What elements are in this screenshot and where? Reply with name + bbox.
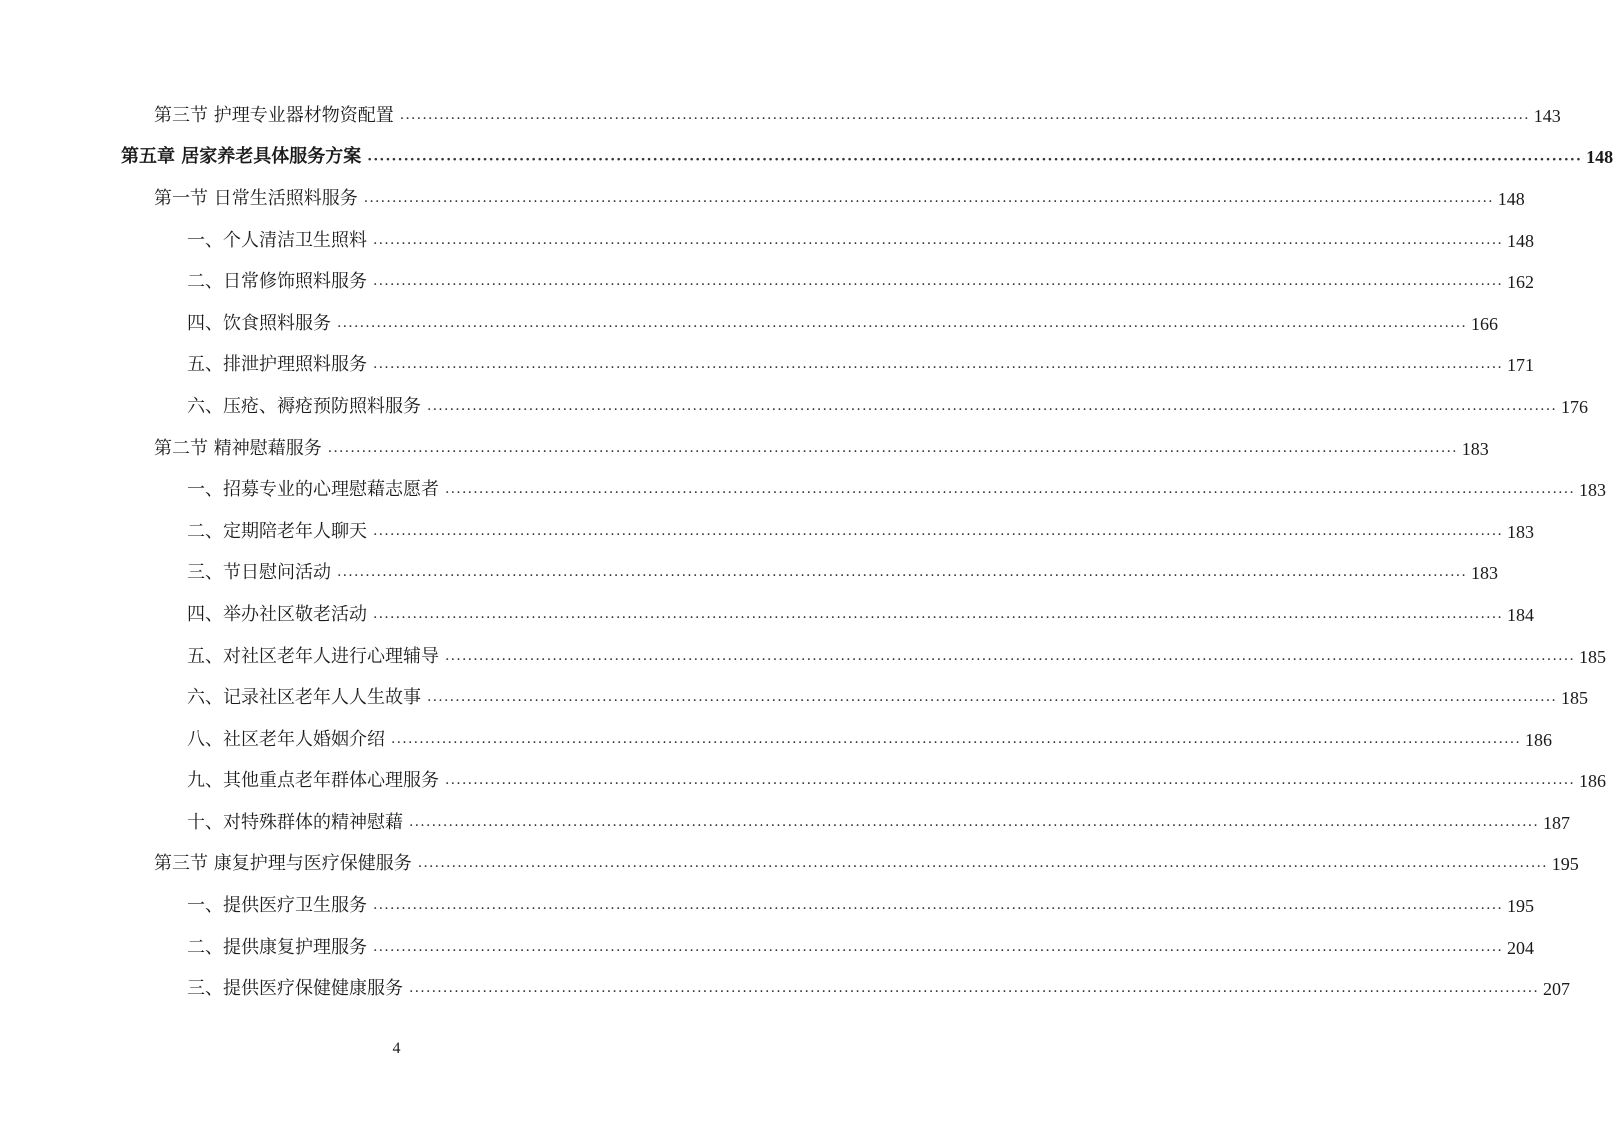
toc-entry-label: 十、对特殊群体的精神慰藉 — [187, 811, 403, 833]
toc-entry-label: 一、个人清洁卫生照料 — [187, 229, 367, 251]
toc-subsection-entry[interactable] — [187, 885, 1535, 927]
toc-entry-label: 四、饮食照料服务 — [187, 312, 331, 334]
toc-leader-dots: ········································································································································································································ — [445, 485, 1576, 502]
toc-entry-label: 一、招募专业的心理慰藉志愿者 — [187, 479, 439, 501]
toc-section-entry[interactable] — [154, 428, 1489, 470]
toc-entry-label: 三、节日慰问活动 — [187, 562, 331, 584]
toc-leader-dots: ········································································································································································································ — [409, 817, 1540, 834]
toc-entry-page: 184 — [1507, 604, 1535, 625]
toc-entry-page: 183 — [1507, 521, 1535, 542]
toc-leader-dots: ········································································································································································································ — [373, 942, 1504, 959]
toc-subsection-entry[interactable] — [187, 594, 1535, 636]
toc-leader-dots: ········································································································································································································ — [373, 235, 1504, 252]
toc-entry-page: 195 — [1507, 896, 1535, 917]
toc-entry-page: 166 — [1471, 313, 1499, 334]
toc-leader-dots: ········································································································································································································ — [445, 776, 1576, 793]
toc-leader-dots: ········································································································································································································ — [427, 401, 1558, 418]
toc-entry-label: 八、社区老年人婚姻介绍 — [187, 728, 385, 750]
toc-entry-page: 207 — [1543, 979, 1571, 1000]
toc-entry-page: 148 — [1586, 147, 1613, 168]
toc-subsection-entry[interactable] — [187, 636, 1607, 678]
toc-subsection-entry[interactable] — [187, 303, 1499, 345]
toc-leader-dots: ········································································································································································································ — [373, 901, 1504, 918]
toc-subsection-entry[interactable] — [187, 345, 1535, 387]
table-of-contents — [0, 95, 1613, 1010]
toc-subsection-entry[interactable] — [187, 968, 1571, 1010]
toc-entry-label: 四、举办社区敬老活动 — [187, 603, 367, 625]
toc-entry-label: 二、日常修饰照料服务 — [187, 271, 367, 293]
toc-subsection-entry[interactable] — [187, 719, 1553, 761]
toc-subsection-entry[interactable] — [187, 802, 1571, 844]
toc-subsection-entry[interactable] — [187, 261, 1535, 303]
toc-entry-page: 195 — [1551, 854, 1579, 875]
toc-leader-dots: ········································································································································································································ — [337, 568, 1468, 585]
toc-leader-dots: ········································································································································································································ — [327, 443, 1458, 460]
toc-chapter-entry[interactable] — [121, 137, 1613, 179]
toc-entry-label: 二、提供康复护理服务 — [187, 936, 367, 958]
toc-entry-page: 148 — [1497, 188, 1525, 209]
toc-section-entry[interactable] — [154, 95, 1561, 137]
toc-entry-page: 162 — [1507, 272, 1535, 293]
toc-section-entry[interactable] — [154, 844, 1579, 886]
toc-entry-page: 186 — [1525, 729, 1553, 750]
toc-leader-dots: ········································································································································································································ — [373, 360, 1504, 377]
toc-entry-page: 183 — [1461, 438, 1489, 459]
toc-leader-dots: ········································································································································································································ — [373, 609, 1504, 626]
toc-entry-page: 148 — [1507, 230, 1535, 251]
toc-entry-label: 二、定期陪老年人聊天 — [187, 520, 367, 542]
toc-entry-label: 五、排泄护理照料服务 — [187, 354, 367, 376]
toc-entry-page: 176 — [1561, 396, 1589, 417]
toc-subsection-entry[interactable] — [187, 220, 1535, 262]
toc-entry-page: 186 — [1579, 771, 1607, 792]
toc-entry-label: 六、记录社区老年人人生故事 — [187, 687, 421, 709]
toc-leader-dots: ········································································································································································································ — [337, 318, 1468, 335]
toc-entry-page: 183 — [1471, 563, 1499, 584]
toc-leader-dots: ········································································································································································································ — [409, 984, 1540, 1001]
toc-leader-dots: ········································································································································································································ — [363, 193, 1494, 210]
toc-subsection-entry[interactable] — [187, 511, 1535, 553]
toc-leader-dots: ········································································································································································································ — [417, 859, 1548, 876]
toc-entry-label: 第三节 护理专业器材物资配置 — [154, 104, 394, 126]
toc-leader-dots: ········································································································································································································ — [391, 734, 1522, 751]
toc-entry-label: 六、压疮、褥疮预防照料服务 — [187, 395, 421, 417]
toc-subsection-entry[interactable] — [187, 761, 1607, 803]
toc-leader-dots: ········································································································································································································ — [445, 651, 1576, 668]
toc-entry-page: 171 — [1507, 355, 1535, 376]
toc-entry-label: 第五章 居家养老具体服务方案 — [121, 146, 362, 168]
toc-entry-label: 九、其他重点老年群体心理服务 — [187, 770, 439, 792]
toc-entry-page: 143 — [1533, 105, 1561, 126]
toc-entry-label: 第二节 精神慰藉服务 — [154, 437, 322, 459]
toc-section-entry[interactable] — [154, 178, 1525, 220]
toc-entry-page: 187 — [1543, 812, 1571, 833]
toc-subsection-entry[interactable] — [187, 469, 1607, 511]
toc-leader-dots: ········································································································································································································ — [399, 110, 1530, 127]
toc-leader-dots: ········································································································································································································ — [367, 152, 1583, 169]
toc-subsection-entry[interactable] — [187, 677, 1589, 719]
toc-entry-label: 五、对社区老年人进行心理辅导 — [187, 645, 439, 667]
toc-leader-dots: ········································································································································································································ — [427, 693, 1558, 710]
toc-entry-label: 第一节 日常生活照料服务 — [154, 187, 358, 209]
toc-subsection-entry[interactable] — [187, 927, 1535, 969]
toc-entry-label: 第三节 康复护理与医疗保健服务 — [154, 853, 412, 875]
toc-leader-dots: ········································································································································································································ — [373, 277, 1504, 294]
toc-entry-label: 三、提供医疗保健健康服务 — [187, 978, 403, 1000]
page-number: 4 — [392, 1040, 401, 1057]
toc-entry-label: 一、提供医疗卫生服务 — [187, 895, 367, 917]
toc-subsection-entry[interactable] — [187, 553, 1499, 595]
toc-entry-page: 185 — [1579, 646, 1607, 667]
toc-subsection-entry[interactable] — [187, 386, 1589, 428]
toc-entry-page: 204 — [1507, 937, 1535, 958]
toc-entry-page: 185 — [1561, 688, 1589, 709]
toc-leader-dots: ········································································································································································································ — [373, 526, 1504, 543]
toc-entry-page: 183 — [1579, 480, 1607, 501]
